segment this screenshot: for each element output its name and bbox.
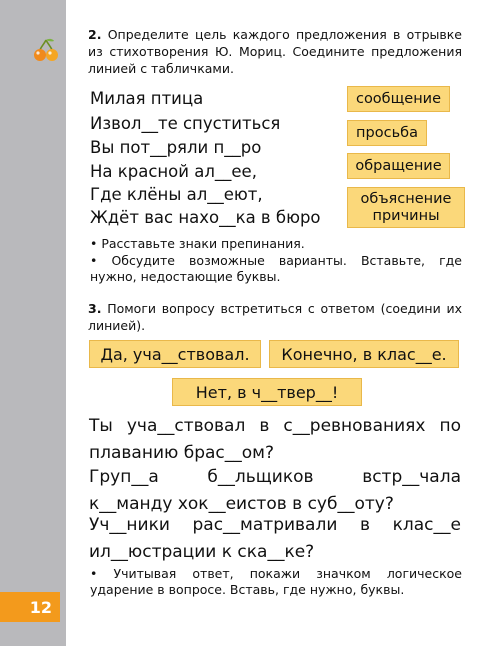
task-2-text: Определите цель каждого предложения в отрывке из стихотворения Ю. Мориц. Соедините предложения линией с табличками. (88, 27, 462, 76)
answer-card-3[interactable]: Нет, в ч__твер__! (172, 378, 362, 406)
question-1: Ты уча__ствовал в с__ревнованиях по плаванию брас__ом? (89, 416, 461, 463)
task-3-bullet: • Учитывая ответ, покажи значком логическое ударение в вопросе. Вставь, где нужно, буквы. (90, 566, 462, 597)
tag-message[interactable]: сообщение (347, 86, 450, 112)
task-2-bullet-1: • Расставьте знаки препинания. (90, 236, 305, 251)
task-2-bullet-2: • Обсудите возможные варианты. Вставьте, где нужно, недостающие буквы. (90, 253, 462, 284)
tag-request[interactable]: просьба (347, 120, 427, 146)
answer-card-1[interactable]: Да, уча__ствовал. (89, 340, 261, 368)
poem-line-5: Где клёны ал__еют, (90, 185, 263, 204)
poem-line-4: На красной ал__ее, (90, 162, 257, 181)
page-number: 12 (0, 592, 60, 622)
cherry-icon (32, 36, 60, 64)
answer-card-2[interactable]: Конечно, в клас__е. (269, 340, 459, 368)
question-3: Уч__ники рас__матривали в клас__е ил__юстрации к ска__ке? (89, 515, 461, 562)
tag-explanation[interactable]: объяснение причины (347, 187, 465, 228)
page-margin-strip (0, 0, 66, 646)
task-3-instruction (88, 300, 462, 334)
tag-address[interactable]: обращение (347, 153, 450, 179)
poem-line-1: Милая птица (90, 89, 204, 108)
task-2-number: 2. (88, 27, 102, 42)
poem-line-3: Вы пот__ряли п__ро (90, 138, 262, 157)
poem-line-6: Ждёт вас нахо__ка в бюро (90, 208, 321, 227)
poem-line-2: Извол__те спуститься (90, 114, 281, 133)
task-2-instruction (88, 26, 462, 77)
task-3-text: Помоги вопросу встретиться с ответом (соедини их линией). (88, 301, 462, 333)
task-3-number: 3. (88, 301, 102, 316)
question-2: Груп__а б__льщиков встр__чала к__манду хок__еистов в суб__оту? (89, 467, 461, 514)
